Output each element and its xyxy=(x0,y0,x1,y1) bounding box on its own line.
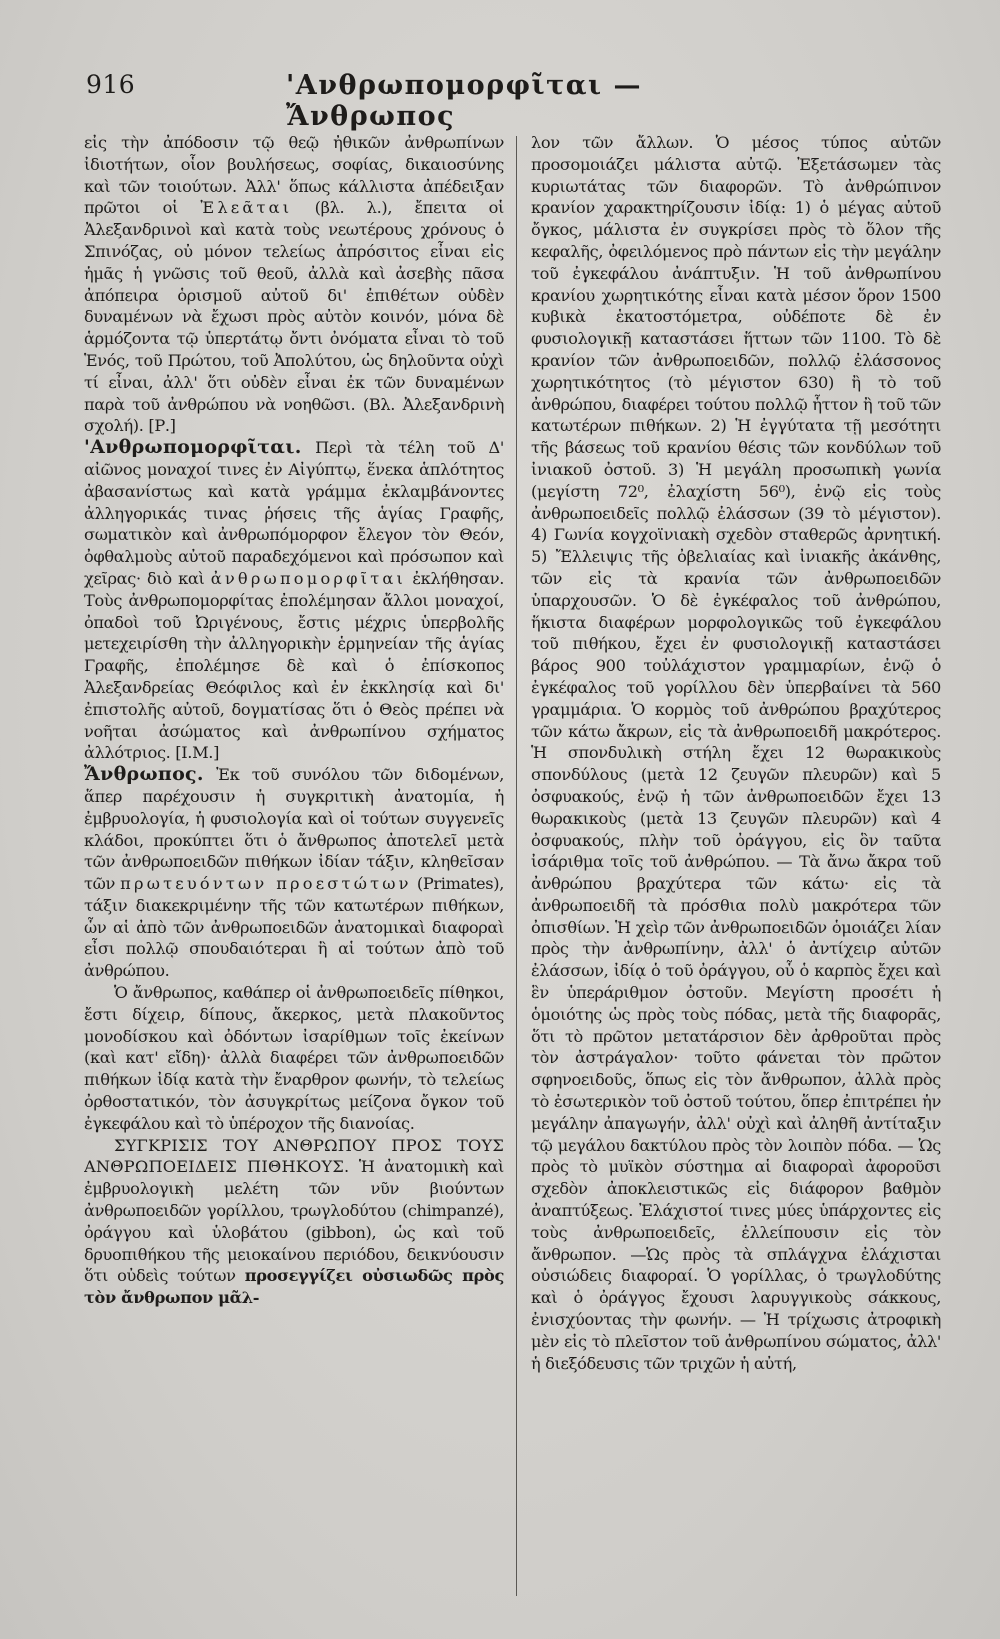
entry-anthropos xyxy=(84,764,504,982)
right-column xyxy=(531,132,941,1612)
paragraph-1-text-b: (βλ. λ.), ἔπειτα οἱ Ἀλεξανδρινοὶ καὶ κατὰ τοὺς νεωτέρους χρόνους ὁ Σπινόζας, οὐ μόνον τελείως ἀπρόσιτος εἶναι εἰς ἡμᾶς ἡ γνῶσις τοῦ θεοῦ, ἀλλὰ καὶ ἀσεβὴς πᾶσα ἀπόπειρα ὁρισμοῦ αὐτοῦ δι' ἐπιθέτων οὐδὲν δυναμένων νὰ ἔχωσι πρὸς αὐτὸν κοινόν, μόνα δὲ ἁρμόζοντα τῷ ὑπερτάτῳ ὄντι ὀνόματα εἶναι τὸ τοῦ Ἑνός, τοῦ Πρώτου, τοῦ Ἀπολύτου, ὡς δηλοῦντα οὐχὶ τί εἶναι, ἀλλ' ὅτι οὐδὲν εἶναι ἐκ τῶν δυναμένων παρὰ τοῦ ἀνθρώπου νὰ νοηθῶσι. (Βλ. Ἀλεξανδρινὴ σχολή). [Ρ.] xyxy=(84,198,504,436)
comparison-text: Ἡ ἀνατομικὴ καὶ ἐμβρυολογικὴ μελέτη τῶν νῦν βιούντων ἀνθρωποειδῶν γορίλλου, τρωγλοδύτου (chimpanzé), ὀράγγου καὶ ὑλοβάτου (gibbon), ὡς καὶ τοῦ δρυοπιθήκου τῆς μειοκαίνου περιόδου, δεικνύουσιν ὅτι οὐδεὶς τούτων xyxy=(84,1157,504,1286)
entry-2-text-a: Ἐκ τοῦ συνόλου τῶν διδομένων, ἅπερ παρέχουσιν ἡ συγκριτικὴ ἀνατομία, ἡ ἐμβρυολογία, ἡ φυσιολογία καὶ οἱ τούτων συγγενεῖς κλάδοι, προκύπτει ὅτι ὁ ἄνθρωπος ἀποτελεῖ μετὰ τῶν ἀνθρωποειδῶν πιθήκων ἰδίαν τάξιν, κληθεῖσαν τῶν xyxy=(84,765,504,894)
comparison-paragraph xyxy=(84,1135,504,1309)
running-head: 'Ανθρωπομορφῖται — Ἄνθρωπος xyxy=(286,70,643,132)
entry-1-spaced: ἀνθρωπομορφῖται xyxy=(210,568,407,588)
page-number: 916 xyxy=(86,70,136,99)
section-heading: ΣΥΓΚΡΙΣΙΣ ΤΟΥ ΑΝΘΡΩΠΟΥ ΠΡΟΣ ΤΟΥΣ ΑΝΘΡΩΠΟΕΙΔΕΙΣ ΠΙΘΗΚΟΥΣ. xyxy=(84,1135,504,1177)
paragraph-1 xyxy=(84,132,504,437)
column-divider xyxy=(516,136,517,1596)
right-column-text: λον τῶν ἄλλων. Ὁ μέσος τύπος αὐτῶν προσομοιάζει μάλιστα αὐτῷ. Ἐξετάσωμεν τὰς κυριωτάτας τῶν διαφορῶν. Τὸ ἀνθρώπινον κρανίον χαρακτηρίζουσιν ἰδίᾳ: 1) ὁ μέγας αὐτοῦ ὄγκος, μάλιστα ἐν συγκρίσει πρὸς τὸ ὅλον τῆς κεφαλῆς, ὀφειλόμενος πρὸ πάντων εἰς τὴν μεγάλην τοῦ ἐγκεφάλου ἀνάπτυξιν. Ἡ τοῦ ἀνθρωπίνου κρανίου χωρητικότης εἶναι κατὰ μέσον ὅρον 1500 κυβικὰ ἑκατοστόμετρα, οὐδέποτε δὲ ἐν φυσιολογικῇ καταστάσει ἥττων τῶν 1100. Τὸ δὲ κρανίον τῶν ἀνθρωποειδῶν, πολλῷ ἐλάσσονος χωρητικότητος (τὸ μέγιστον 630) ἢ τὸ τοῦ ἀνθρώπου, διαφέρει τούτου πολλῷ ἧττον ἢ τοῦ τῶν κατωτέρων πιθήκων. 2) Ἡ ἐγγύτατα τῇ μεσότητι τῆς βάσεως τοῦ κρανίου θέσις τῶν κονδύλων τοῦ ἰνιακοῦ ὀστοῦ. 3) Ἡ μεγάλη προσωπικὴ γωνία (μεγίστη 72⁰, ἐλαχίστη 56⁰), ἐνῷ εἰς τοὺς ἀνθρωποειδεῖς πολλῷ ἐλάσσων (39 τὸ μέγιστον). 4) Γωνία κογχοϊνιακὴ σχεδὸν σταθερῶς ἀρνητική. 5) Ἔλλειψις τῆς ὀβελιαίας καὶ ἰνιακῆς ἀκάνθης, τῶν εἰς τὰ κρανία τῶν ἀνθρωποειδῶν ὑπαρχουσῶν. Ὁ δὲ ἐγκέφαλος τοῦ ἀνθρώπου, ἥκιστα διαφέρων μορφολογικῶς τοῦ ἐγκεφάλου τοῦ πιθήκου, ἔχει ἐν φυσιολογικῇ καταστάσει βάρος 900 τοὐλάχιστον γραμμαρίων, ἐνῷ ὁ ἐγκέφαλος τοῦ γορίλλου δὲν ὑπερβαίνει τὰ 560 γραμμάρια. Ὁ κορμὸς τοῦ ἀνθρώπου βραχύτερος τῶν κάτω ἄκρων, εἰς τὰ ἀνθρωποειδῆ μακρότερος. Ἡ σπονδυλικὴ στήλη ἔχει 12 θωρακικοὺς σπονδύλους (μετὰ 12 ζευγῶν πλευρῶν) καὶ 5 ὀσφυακούς, ἐνῷ ἡ τῶν ἀνθρωποειδῶν ἔχει 13 θωρακικοὺς (μετὰ 13 ζευγῶν πλευρῶν) καὶ 4 ὀσφυακούς, πλὴν τοῦ ὀράγγου, εἰς ὃν ταῦτα ἰσάριθμα τοῖς τοῦ ἀνθρώπου. — Τὰ ἄνω ἄκρα τοῦ ἀνθρώπου βραχύτερα τῶν κάτω· εἰς τὰ ἀνθρωποειδῆ τὰ πρόσθια πολὺ μακρότερα τῶν ὀπισθίων. Ἡ χεὶρ τῶν ἀνθρωποειδῶν ὁμοιάζει λίαν πρὸς τὴν ἀνθρωπίνην, ἀλλ' ὁ ἀντίχειρ αὐτῶν ἐλάσσων, ἰδίᾳ ὁ τοῦ ὀράγγου, οὗ ὁ καρπὸς ἔχει καὶ ἓν ὑπεράριθμον ὀστοῦν. Μεγίστη προσέτι ἡ ὁμοιότης ὡς πρὸς τοὺς πόδας, μετὰ τῆς διαφορᾶς, ὅτι τὸ πρῶτον μετατάρσιον δὲν ἀρθροῦται πρὸς τὸν ἀστράγαλον· τοῦτο φάνεται τὸν πρῶτον σφηνοειδοῦς, ὅπως εἰς τὸν ἄνθρωπον, ἀλλὰ πρὸς τὸ ἐσωτερικὸν τοῦ ὀστοῦ τούτου, ὅπερ ἐπιτρέπει ἡν μεγάλην ἀπαγωγήν, ἀλλ' οὐχὶ καὶ ἀληθῆ ἀντίταξιν τῷ μεγάλου δακτύλου πρὸς τὸν λοιπὸν πόδα. — Ὡς πρὸς τὸ μυϊκὸν σύστημα αἱ διαφοραὶ ἀφοροῦσι σχεδὸν ἀποκλειστικῶς εἰς διάφορον βαθμὸν ἀναπτύξεως. Ἐλάχιστοί τινες μύες ὑπάρχοντες εἰς τοὺς ἀνθρωποειδεῖς, ἐλλείπουσιν εἰς τὸν ἄνθρωπον. —Ὡς πρὸς τὰ σπλάγχνα ἐλάχισται οὐσιώδεις διαφοραί. Ὁ γορίλλας, ὁ τρωγλοδύτης καὶ ὁ ὀράγγος ἔχουσι λαρυγγικοὺς σάκκους, ἐνισχύοντας τὴν φωνήν. — Ἡ τρίχωσις ἀτροφικὴ μὲν εἰς τὸ πλεῖστον τοῦ ἀνθρωπίνου σώματος, ἀλλ' ἡ διεξόδευσις τῶν τριχῶν ἡ αὐτή, xyxy=(531,133,941,1373)
entry-1-text-b: ἐκλήθησαν. Τοὺς ἀνθρωπομορφίτας ἐπολέμησαν ἄλλοι μοναχοί, ὀπαδοὶ τοῦ Ὠριγένους, ἔστις μέχρις ὑπερβολῆς μετεχειρίσθη τὴν ἀλληγορικὴν ἑρμηνείαν τῆς ἁγίας Γραφῆς, ἐπολέμησε δὲ καὶ ὁ ἐπίσκοπος Ἀλεξανδρείας Θεόφιλος καὶ ἐν ἐκκλησίᾳ καὶ δι' ἐπιστολῆς αὐτοῦ, δογματίσας ὅτι ὁ Θεὸς πρέπει νὰ νοῆται ἀσώματος καὶ ἀνθρωπίνου σχήματος ἀλλότριος. [Ι.Μ.] xyxy=(84,568,504,763)
paragraph-1-text-a: εἰς τὴν ἀπόδοσιν τῷ θεῷ ἠθικῶν ἀνθρωπίνων ἰδιοτήτων, οἷον βουλήσεως, σοφίας, δικαιοσύνης καὶ τῶν τοιούτων. Ἀλλ' ὅπως κάλλιστα ἀπέδειξαν πρῶτοι οἱ xyxy=(84,133,504,218)
entry-term-anthropomorphites: 'Ανθρωπομορφῖται. xyxy=(84,436,302,459)
entry-term-anthropos: Ἄνθρωπος. xyxy=(84,763,204,786)
entry-2-text-b: (Primates), τάξιν διακεκριμένην τῆς τῶν κατωτέρων πιθήκων, ὧν αἱ ἀπὸ τῶν ἀνθρωποειδῶν ἀνατομικαὶ διαφοραὶ εἶσι πολλῷ σπουδαιότεραι ἢ αἱ τούτων ἀπὸ τοῦ ἀνθρώπου. xyxy=(84,874,504,981)
entry-anthropomorphites xyxy=(84,437,504,764)
paragraph-4: Ὁ ἄνθρωπος, καθάπερ οἱ ἀνθρωποειδεῖς πίθηκοι, ἔστι δίχειρ, δίπους, ἄκερκος, μετὰ πλακοῦντος μονοδίσκου καὶ ὀδόντων ἰσαρίθμων τοῖς ἐκείνων (καὶ κατ' εἴδη)· ἀλλὰ διαφέρει τῶν ἀνθρωποειδῶν πιθήκων ἰδίᾳ κατὰ τὴν ἔναρθρον φωνήν, τὸ τελείως ὀρθοστατικόν, τὸν ἀσυγκρίτως μείζονα ὄγκον τοῦ ἐγκεφάλου καὶ τὸ ὑπέροχον τῆς διανοίας. xyxy=(84,983,504,1133)
paragraph-1-spaced: Ἐλεᾶται xyxy=(200,198,293,218)
left-column xyxy=(84,132,504,1612)
entry-1-text-a: Περὶ τὰ τέλη τοῦ Δ' αἰῶνος μοναχοί τινες ἐν Αἰγύπτῳ, ἕνεκα ἁπλότητος ἀβασανίστως καὶ κατὰ γράμμα ἐκλαμβάνοντες ἀλληγορικάς τινας ῥήσεις τῆς ἁγίας Γραφῆς, σωματικὸν καὶ ἀνθρωπόμορφον ἔλεγον τὸν Θεόν, ὀφθαλμοὺς αὐτοῦ παραδεχόμενοι καὶ πρόσωπον καὶ χεῖρας· διὸ καὶ xyxy=(84,438,504,588)
comparison-bold-text: προσεγγίζει οὐσιωδῶς πρὸς τὸν ἄνθρωπον μᾶλ- xyxy=(84,1266,504,1308)
entry-2-spaced: πρωτευόντων προεστώτων xyxy=(120,874,412,894)
